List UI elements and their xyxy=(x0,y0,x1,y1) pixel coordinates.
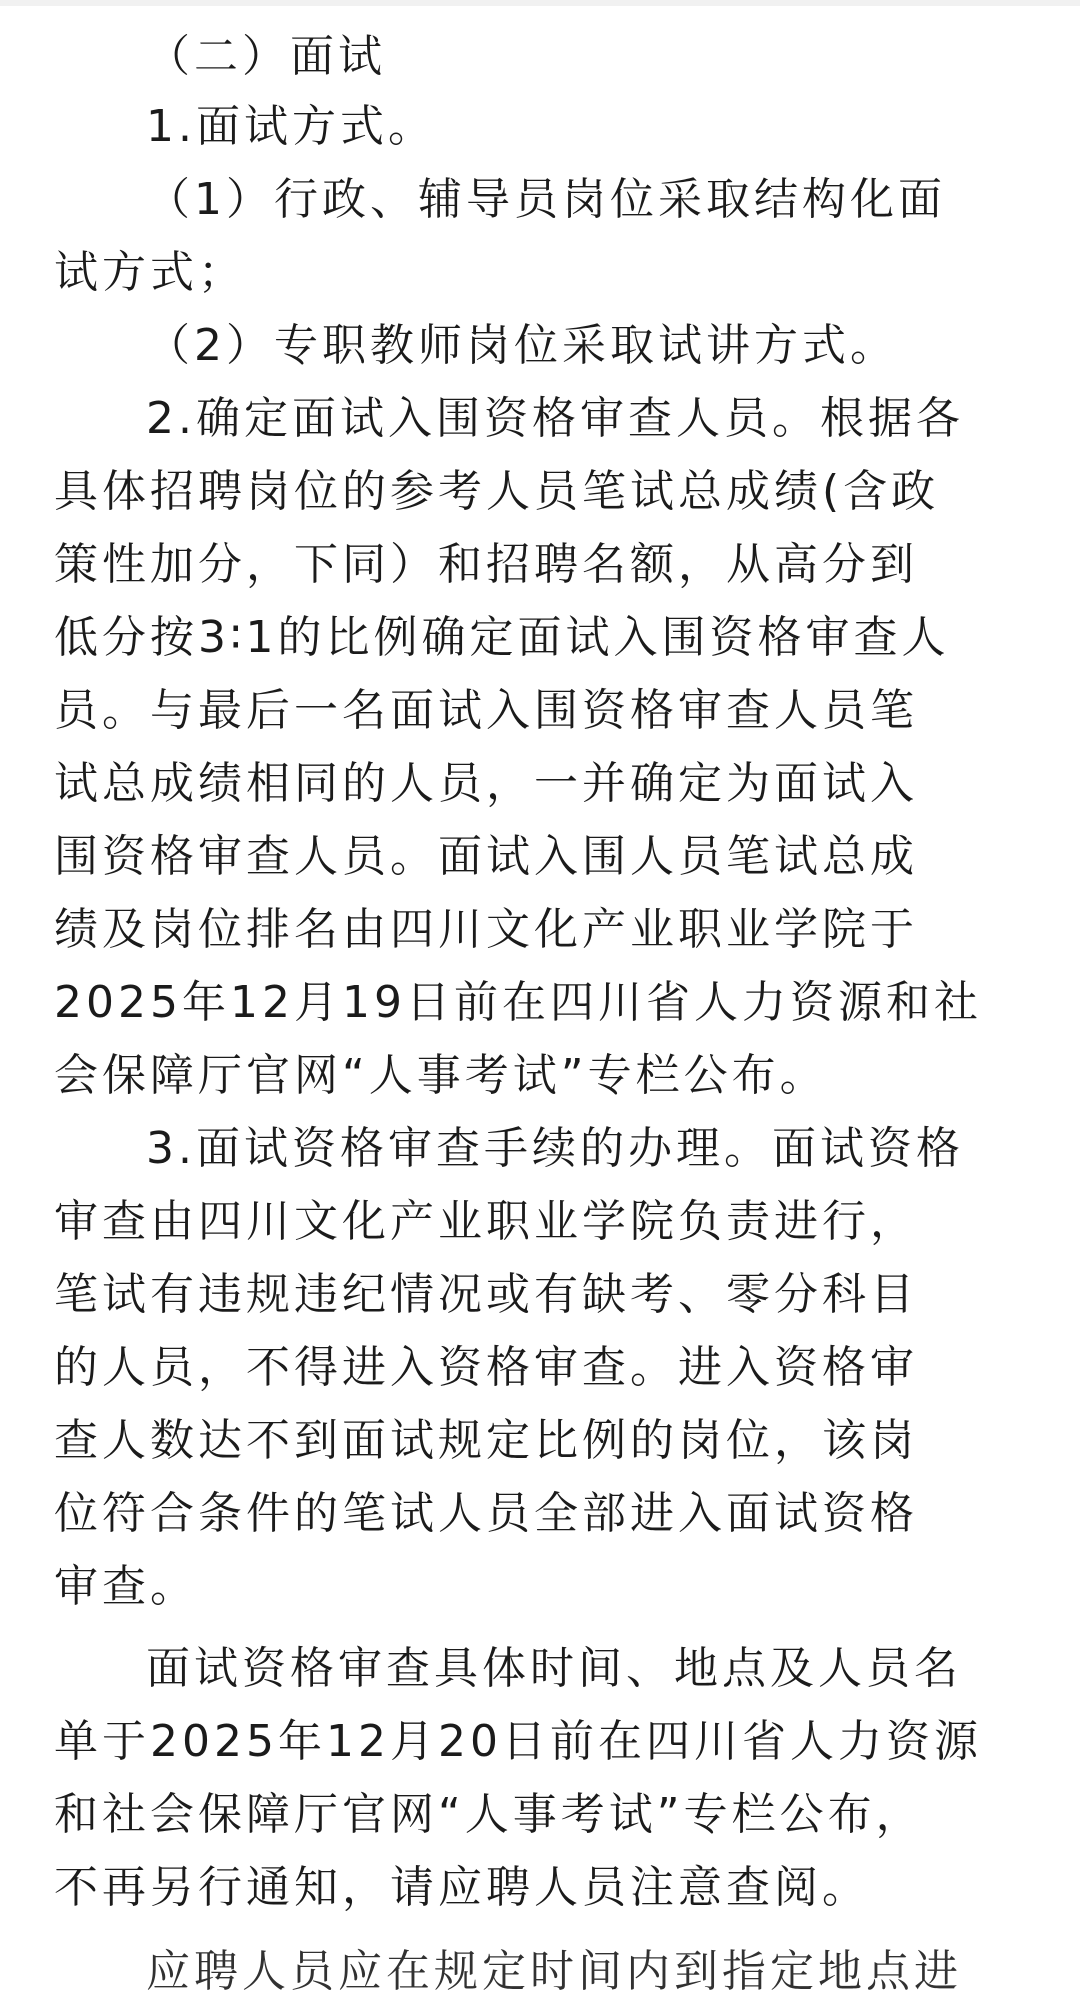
section-heading: （二）面试 xyxy=(146,31,386,82)
text-line: 审查。 xyxy=(54,1561,198,1612)
paragraph-start: 面试资格审查具体时间、地点及人员名 xyxy=(146,1643,962,1694)
text-line: 员。与最后一名面试入围资格审查人员笔 xyxy=(54,685,918,736)
text-line: 查人数达不到面试规定比例的岗位，该岗 xyxy=(54,1415,918,1466)
item-heading-shortlist: 2.确定面试入围资格审查人员。根据各 xyxy=(146,393,964,444)
text-line: 策性加分，下同）和招聘名额，从高分到 xyxy=(54,539,918,590)
text-line: （1）行政、辅导员岗位采取结构化面 xyxy=(146,174,946,225)
item-heading-interview-method: 1.面试方式。 xyxy=(146,101,436,152)
text-line: 审查由四川文化产业职业学院负责进行， xyxy=(54,1196,918,1247)
item-heading-qualification-review: 3.面试资格审查手续的办理。面试资格 xyxy=(146,1123,964,1174)
text-line: 单于2025年12月20日前在四川省人力资源 xyxy=(54,1716,982,1767)
text-line: 的人员，不得进入资格审查。进入资格审 xyxy=(54,1342,918,1393)
text-line: 会保障厅官网“人事考试”专栏公布。 xyxy=(54,1050,828,1101)
text-line: 位符合条件的笔试人员全部进入面试资格 xyxy=(54,1488,918,1539)
text-line: 试方式； xyxy=(54,247,246,298)
text-line: 2025年12月19日前在四川省人力资源和社 xyxy=(54,977,982,1028)
text-line: 具体招聘岗位的参考人员笔试总成绩(含政 xyxy=(54,466,940,517)
text-line: 低分按3∶1的比例确定面试入围资格审查人 xyxy=(54,612,950,663)
text-line: 不再另行通知，请应聘人员注意查阅。 xyxy=(54,1862,870,1913)
text-line: 笔试有违规违纪情况或有缺考、零分科目 xyxy=(54,1269,918,1320)
paragraph-start-cut-off: 应聘人员应在规定时间内到指定地点进 xyxy=(146,1946,962,1997)
text-line: （2）专职教师岗位采取试讲方式。 xyxy=(146,320,898,371)
text-line: 绩及岗位排名由四川文化产业职业学院于 xyxy=(54,904,918,955)
text-line: 和社会保障厅官网“人事考试”专栏公布， xyxy=(54,1789,924,1840)
text-line: 围资格审查人员。面试入围人员笔试总成 xyxy=(54,831,918,882)
text-line: 试总成绩相同的人员，一并确定为面试入 xyxy=(54,758,918,809)
